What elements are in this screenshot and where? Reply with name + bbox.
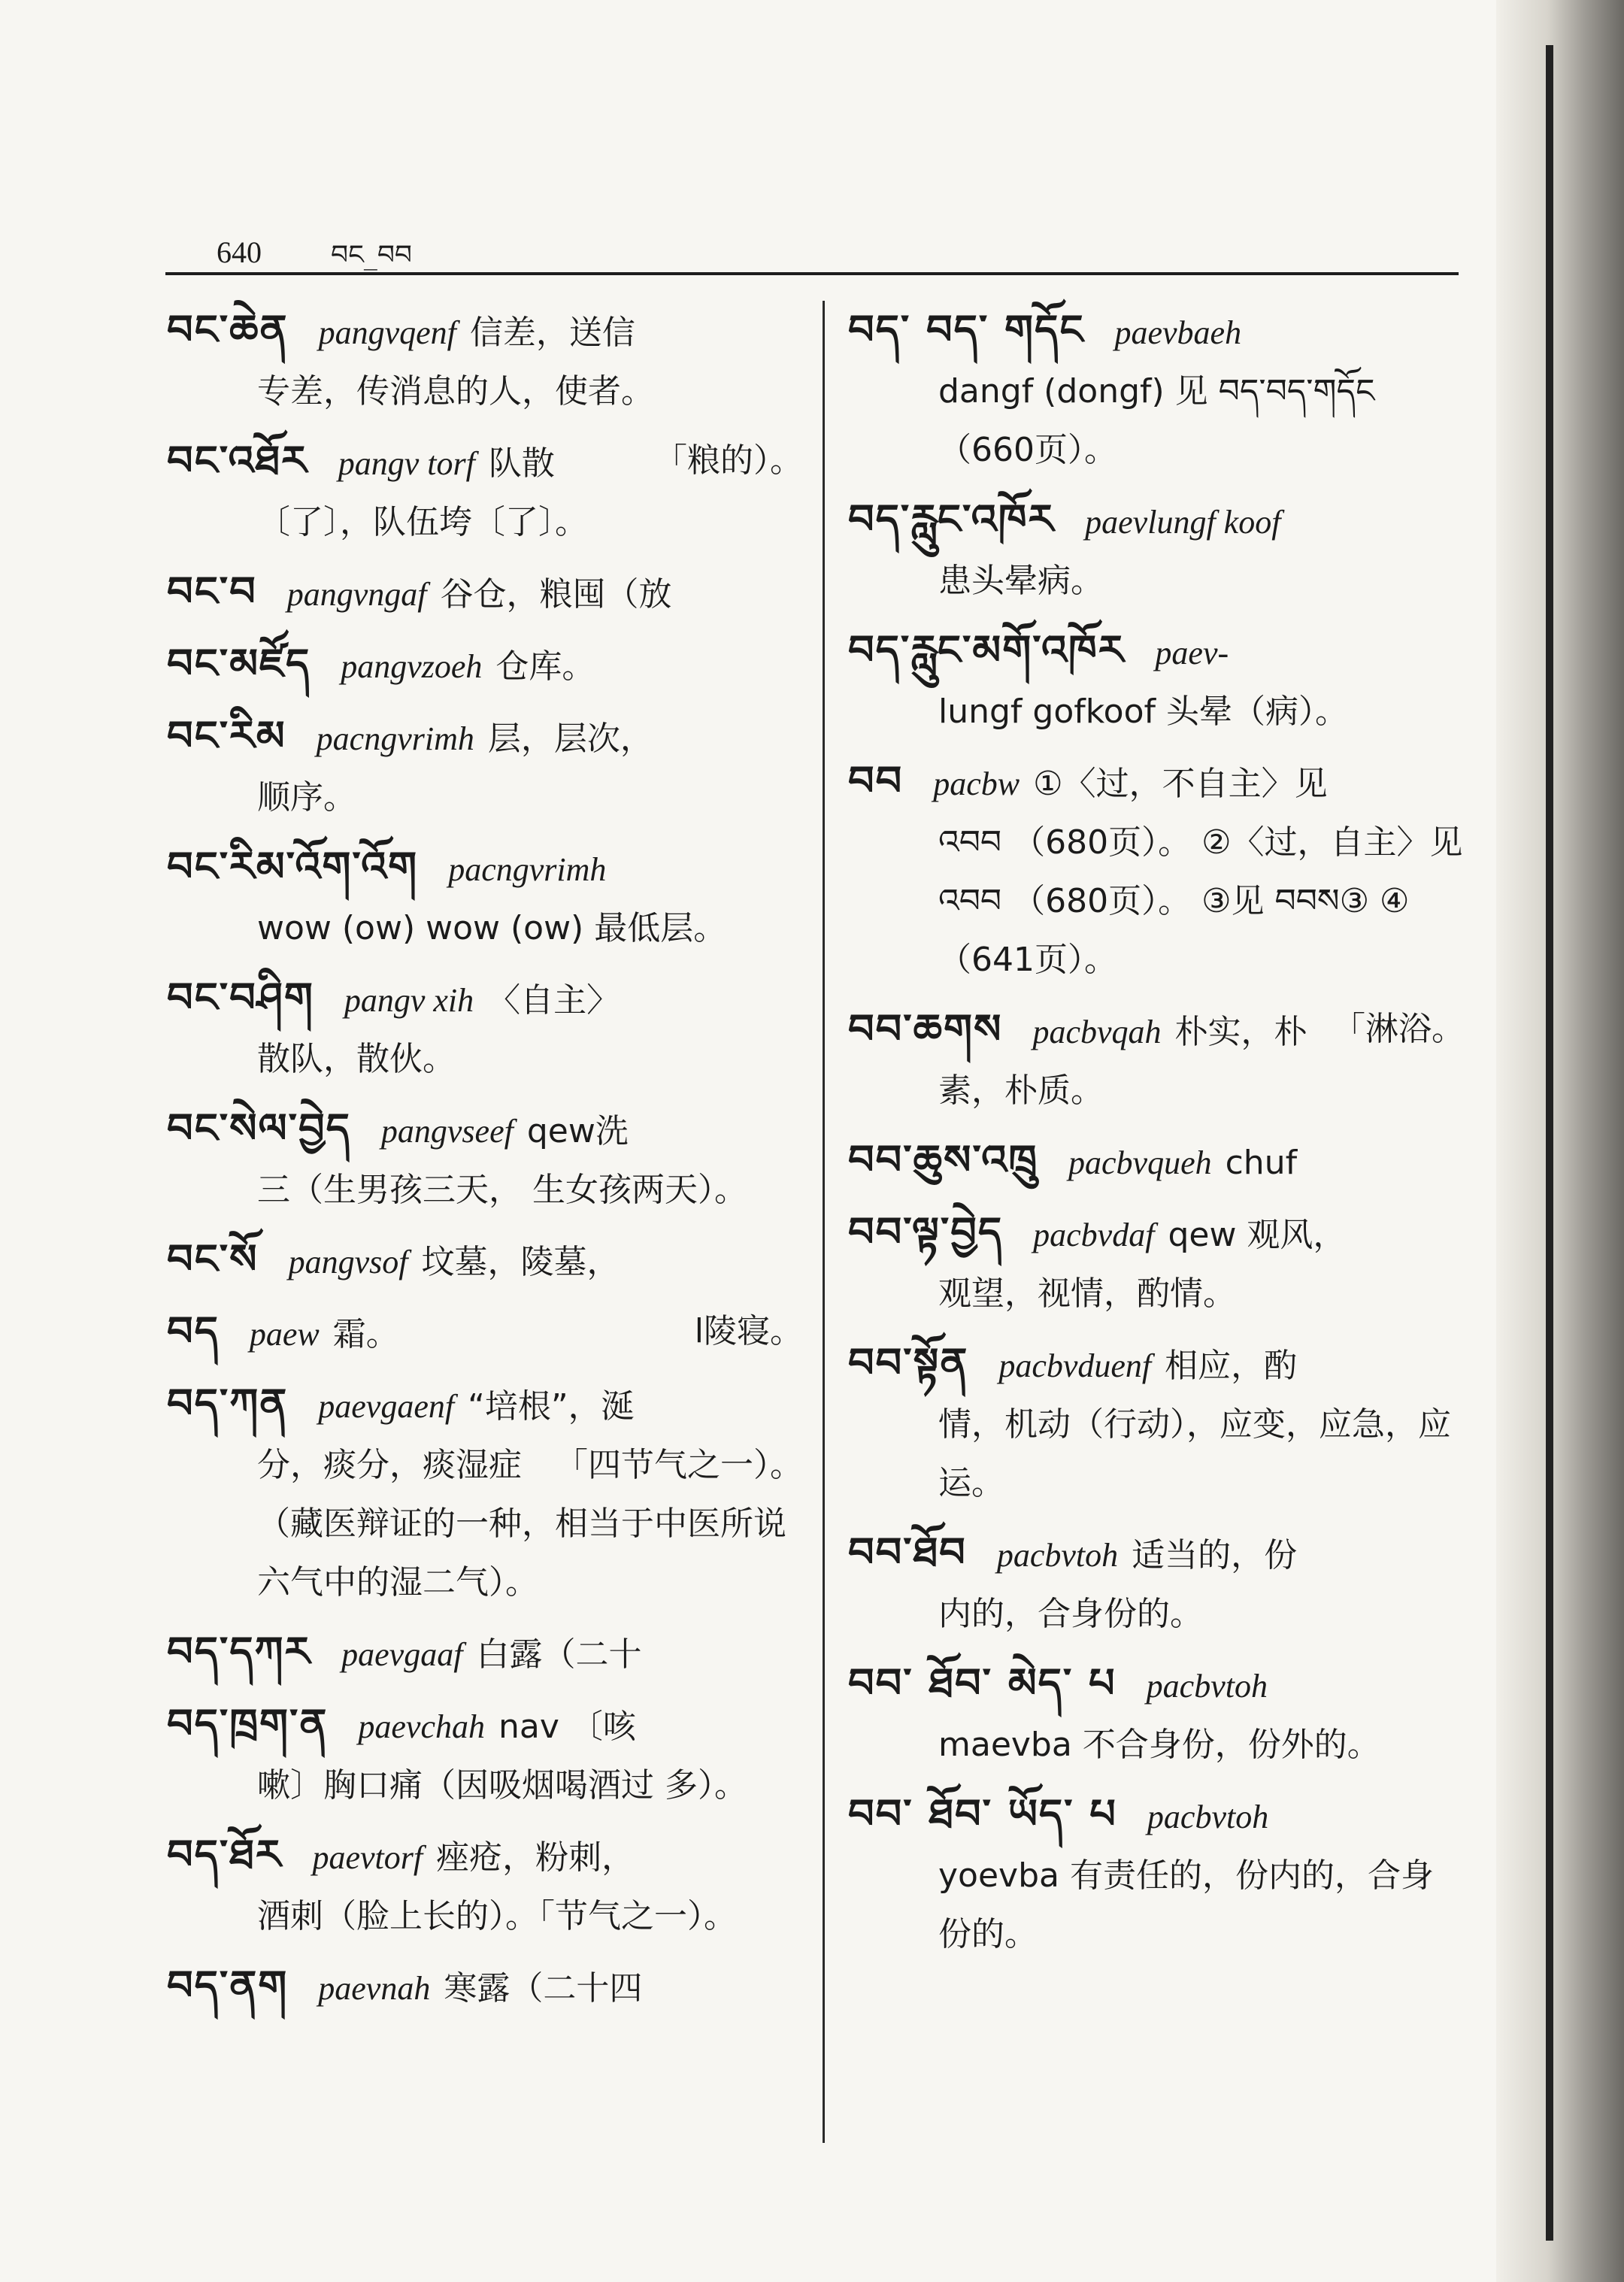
gloss-continuation: 患头晕病。 — [938, 562, 1104, 600]
romanization: pangvngaf — [286, 576, 427, 613]
running-head: བང_བབ — [331, 240, 413, 271]
column-divider — [823, 301, 825, 2143]
headword-tibetan: བད་ཁྲག་ན — [167, 1700, 329, 1747]
dictionary-entry — [848, 1131, 1465, 1193]
headword-tibetan: བབ — [848, 757, 904, 805]
romanization: paevgaaf — [341, 1636, 463, 1673]
gloss-continuation: 三（生男孩三天， 生女孩两天）。 — [257, 1171, 747, 1209]
gloss-continuation: 散队，散伙。 — [257, 1040, 456, 1078]
gloss: 队散 — [488, 444, 555, 483]
romanization: pangvsof — [288, 1244, 408, 1280]
book-spine-shadow — [1496, 0, 1624, 2282]
gloss-continuation: 情，机动（行动），应变，应急，应运。 — [938, 1405, 1451, 1502]
book-spine-edge — [1546, 45, 1553, 2241]
romanization: paevgaenf — [318, 1388, 455, 1425]
romanization: pangvzoeh — [341, 648, 483, 685]
romanization: paevbaeh — [1114, 314, 1242, 351]
margin-note: 「淋浴。 — [1332, 1010, 1465, 1048]
headword-tibetan: བང་འཐོར — [167, 437, 308, 484]
gloss-continuation: འབབ （680页）。 ②〈过，自主〉见 འབབ （680页）。 ③见 བབས③ ④（641页）。 — [938, 823, 1463, 979]
gloss-continuation: 观望，视情，酌情。 — [938, 1274, 1236, 1313]
gloss: 信差，送信 — [469, 314, 635, 352]
gloss-continuation: wow (ow) wow (ow) 最低层。 — [257, 909, 727, 947]
gloss-continuation: maevba 不合身份，份外的。 — [938, 1726, 1380, 1764]
headword-tibetan: བང་མཛོད — [167, 640, 311, 687]
romanization: pacngvrimh — [448, 851, 607, 888]
gloss: 霜。 — [332, 1315, 399, 1353]
headword-tibetan: བབ་སྟོན — [848, 1339, 969, 1386]
dictionary-entry — [848, 1785, 1465, 1964]
headword-tibetan: བད་ བད་ གདོང — [848, 306, 1085, 353]
gloss-continuation: dangf (dongf) 见 བད་བད་གདོང（660页）。 — [938, 372, 1375, 469]
dictionary-entry — [167, 1695, 803, 1815]
headword-tibetan: བང་བ — [167, 568, 257, 615]
dictionary-entry — [167, 1302, 803, 1364]
romanization: pacbvduenf — [998, 1347, 1152, 1384]
gloss-continuation: 素，朴质。 — [938, 1071, 1104, 1110]
gloss: 仓库。 — [495, 647, 595, 686]
headword-tibetan: བང་རིམ — [167, 712, 286, 759]
gloss-continuation: yoevba 有责任的，份内的，合身份的。 — [938, 1856, 1434, 1953]
dictionary-entry — [167, 838, 803, 958]
dictionary-entry — [848, 301, 1465, 480]
romanization: paew — [249, 1316, 320, 1353]
gloss-continuation: 内的，合身份的。 — [938, 1595, 1203, 1633]
dictionary-entry — [848, 1523, 1465, 1644]
dictionary-entry — [167, 1623, 803, 1684]
gloss-continuation: 分，痰分，痰湿症（藏医辩证的一种，相当于中医所说六气中的湿二气）。 — [257, 1446, 786, 1602]
romanization: pangvseef — [380, 1113, 514, 1150]
margin-note: l陵寝。 — [694, 1312, 803, 1350]
gloss: qew 观风， — [1168, 1216, 1347, 1254]
headword-tibetan: བད་དཀར — [167, 1628, 312, 1675]
romanization: pangv xih — [344, 982, 474, 1019]
gloss: qew洗 — [526, 1112, 629, 1150]
page-number: 640 — [217, 235, 262, 269]
dictionary-entry — [167, 1826, 803, 1946]
gloss: 相应，酌 — [1165, 1347, 1298, 1385]
gloss: 适当的，份 — [1132, 1536, 1298, 1574]
gloss: chuf — [1225, 1144, 1298, 1182]
headword-tibetan: བད་རླུང་འཁོར — [848, 495, 1056, 543]
gloss-continuation: 顺序。 — [257, 778, 356, 817]
headword-tibetan: བད — [167, 1308, 220, 1355]
gloss-continuation: 嗽〕胸口痛（因吸烟喝酒过 多）。 — [257, 1766, 747, 1805]
headword-tibetan: བང་ཆེན — [167, 306, 289, 353]
romanization: pacbvqah — [1032, 1014, 1162, 1050]
dictionary-entry — [167, 1230, 803, 1292]
dictionary-entry — [848, 490, 1465, 611]
headword-tibetan: བབ་ཐོབ — [848, 1529, 967, 1576]
right-column — [848, 301, 1465, 1974]
gloss: 谷仓，粮囤（放 — [440, 575, 672, 614]
headword-tibetan: བད་ཀན — [167, 1380, 289, 1427]
dictionary-entry — [167, 1956, 803, 2018]
romanization: pacngvrimh — [316, 720, 474, 757]
headword-tibetan: བང་སེལ་བྱེད — [167, 1105, 351, 1152]
romanization: paevnah — [318, 1970, 431, 2007]
headword-tibetan: བད་རླུང་མགོ་འཁོར — [848, 626, 1126, 674]
gloss: nav 〔咳 — [498, 1708, 636, 1746]
dictionary-entry — [167, 301, 803, 421]
headword-tibetan: བང་བཤིག — [167, 974, 314, 1021]
gloss: ①〈过，不自主〉见 — [1033, 765, 1328, 803]
romanization: paevtorf — [312, 1839, 423, 1876]
dictionary-entry — [167, 968, 803, 1089]
header-rule — [165, 272, 1459, 275]
left-column — [167, 301, 803, 2029]
dictionary-entry — [167, 432, 803, 552]
gloss: 坟墓，陵墓， — [421, 1243, 620, 1281]
romanization: paevlungf koof — [1085, 504, 1281, 541]
dictionary-entry — [167, 1099, 803, 1220]
gloss-continuation: 〔了〕，队伍垮〔了〕。 — [257, 503, 588, 541]
headword-tibetan: བད་ནག — [167, 1962, 289, 2009]
dictionary-entry — [167, 707, 803, 827]
gloss: 寒露（二十四 — [444, 1969, 643, 2008]
gloss: “培根”，涎 — [468, 1387, 635, 1426]
romanization: paev- — [1155, 635, 1229, 671]
dictionary-entry — [848, 1334, 1465, 1513]
dictionary-entry — [848, 1000, 1465, 1120]
headword-tibetan: བང་སོ — [167, 1235, 259, 1283]
romanization: pacbvtoh — [1147, 1799, 1269, 1835]
dictionary-entry — [848, 1203, 1465, 1323]
romanization: paevchah — [358, 1708, 485, 1745]
romanization: pangvqenf — [318, 314, 456, 351]
headword-tibetan: བད་ཐོར — [167, 1831, 283, 1878]
romanization: pacbw — [933, 765, 1020, 802]
dictionary-entry — [848, 621, 1465, 741]
margin-note: 「粮的）。 — [654, 441, 803, 480]
gloss-continuation: 酒刺（脸上长的）。「节气之一）。 — [257, 1897, 737, 1935]
headword-tibetan: བབ་ ཐོབ་ ཡོད་ པ — [848, 1790, 1117, 1838]
dictionary-entry — [167, 1374, 803, 1612]
romanization: pacbvtoh — [996, 1537, 1119, 1574]
dictionary-entry — [167, 635, 803, 696]
gloss-continuation: lungf gofkoof 头晕（病）。 — [938, 692, 1348, 731]
romanization: pacbvtoh — [1146, 1668, 1268, 1705]
gloss: 〈自主〉 — [487, 981, 620, 1020]
headword-tibetan: བབ་ ཐོབ་ མེད་ པ — [848, 1659, 1116, 1707]
gloss: 朴实，朴 — [1174, 1013, 1307, 1051]
headword-tibetan: བབ་ཆུས་འཁྲུ — [848, 1136, 1039, 1183]
gloss-continuation: 专差，传消息的人，使者。 — [257, 372, 654, 411]
gloss: 白露（二十 — [476, 1635, 642, 1674]
dictionary-entry — [848, 752, 1465, 989]
gloss: 痤疮，粉刺， — [436, 1838, 635, 1877]
headword-tibetan: བབ་ལྟ་བྱེད — [848, 1208, 1004, 1256]
headword-tibetan: བབ་ཆགས — [848, 1005, 1003, 1053]
dictionary-entry — [167, 562, 803, 624]
romanization: pangv torf — [338, 445, 475, 482]
romanization: pacbvqueh — [1068, 1144, 1212, 1181]
headword-tibetan: བང་རིམ་འོག་འོག — [167, 843, 419, 890]
romanization: pacbvdaf — [1033, 1217, 1155, 1253]
margin-note: 「四节气之一）。 — [555, 1446, 803, 1484]
gloss: 层，层次， — [487, 720, 653, 758]
dictionary-entry — [848, 1654, 1465, 1774]
